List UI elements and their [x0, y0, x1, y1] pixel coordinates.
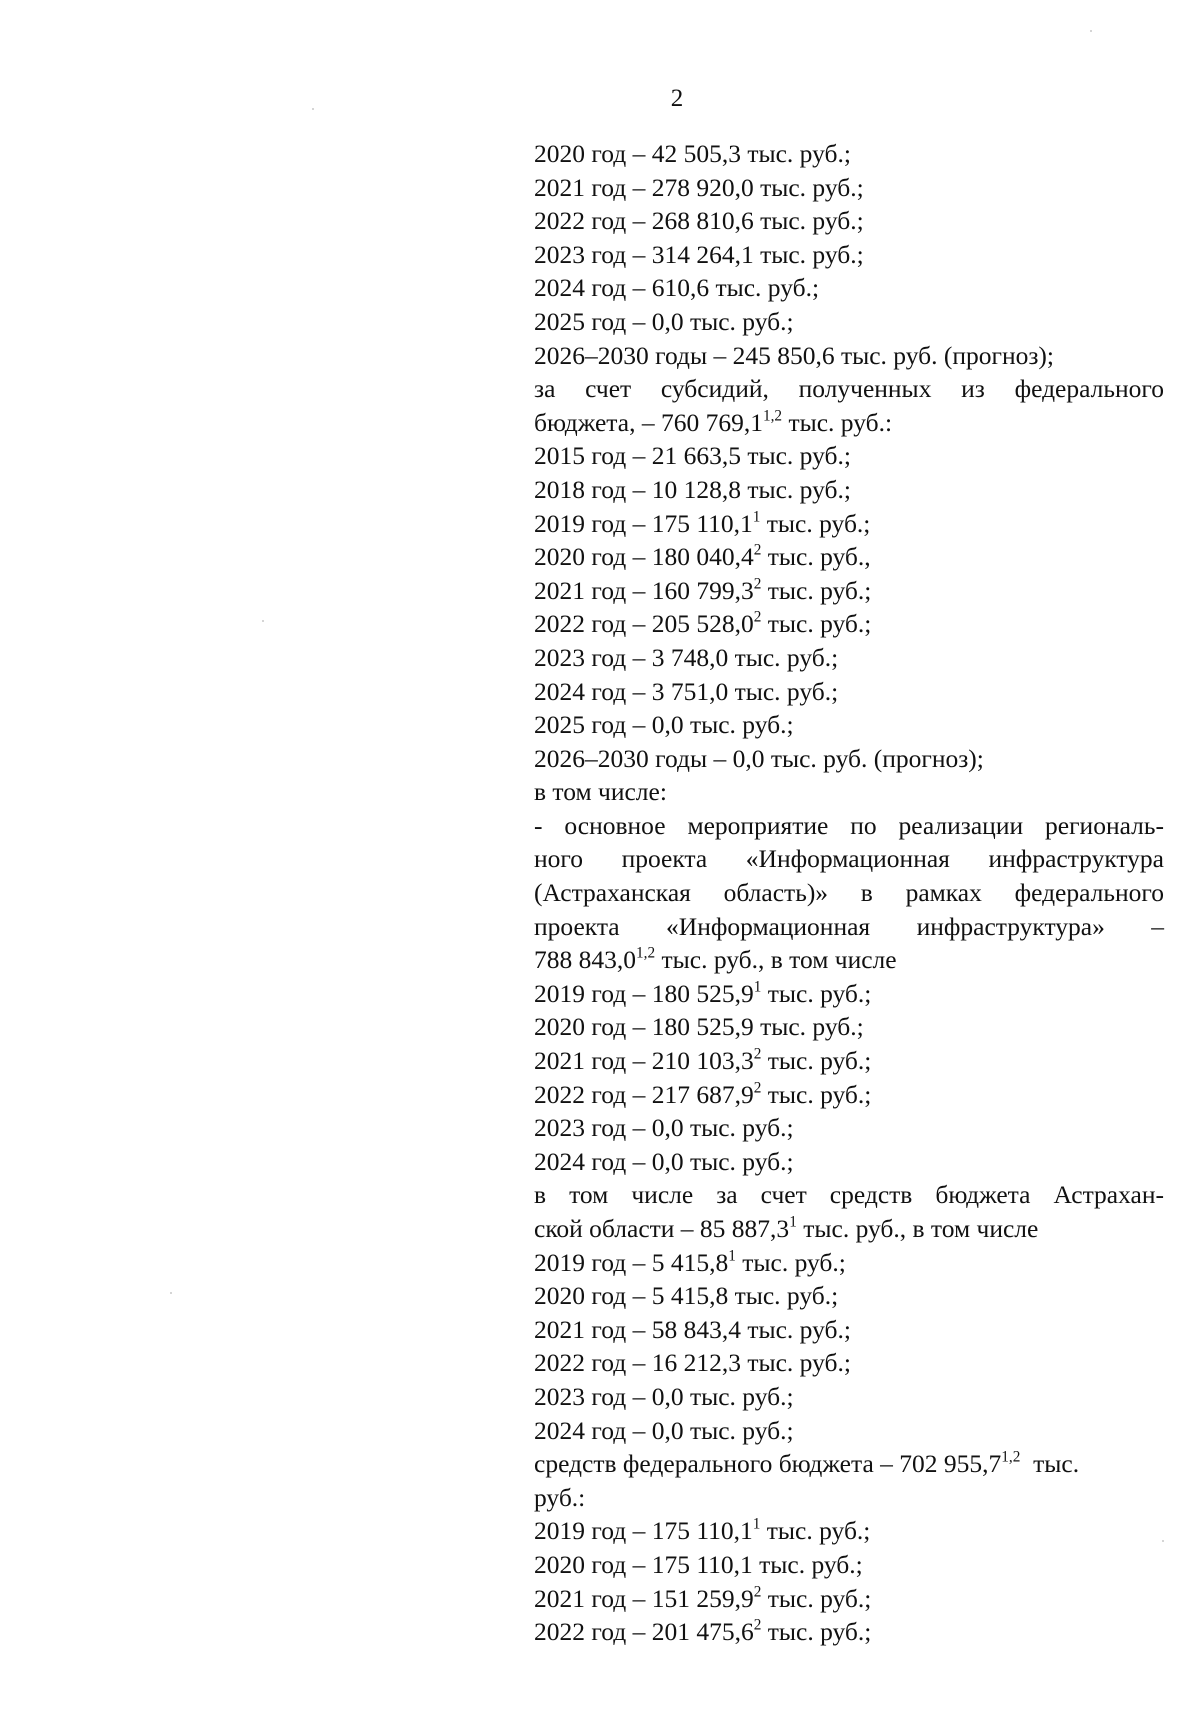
text-line	[534, 339, 1164, 373]
line-text: - основное мероприятие по реализации региональ-	[534, 810, 1164, 840]
text-line	[534, 238, 1164, 272]
text-line	[534, 1582, 1164, 1616]
footnote-marker: 2	[753, 1582, 762, 1600]
line-text: 2025 год – 0,0 тыс. руб.;	[534, 306, 794, 336]
text-line	[534, 540, 1164, 574]
line-text: 2023 год – 3 748,0 тыс. руб.;	[534, 642, 839, 672]
line-text-tail: тыс. руб.;	[761, 978, 872, 1008]
line-text: 2021 год – 278 920,0 тыс. руб.;	[534, 172, 864, 202]
footnote-marker: 2	[753, 608, 762, 626]
line-text: 2024 год – 610,6 тыс. руб.;	[534, 273, 820, 303]
line-text: руб.:	[534, 1482, 586, 1512]
text-line	[534, 977, 1164, 1011]
footnote-marker: 2	[753, 575, 762, 593]
line-text: ного проекта «Информационная инфраструктура	[534, 844, 1164, 874]
text-line	[534, 675, 1164, 709]
line-text-tail: тыс. руб.;	[735, 1247, 846, 1277]
footnote-marker: 1	[753, 978, 762, 996]
line-text: 2019 год – 175 110,1	[534, 1516, 753, 1546]
page-number: 2	[670, 85, 684, 112]
footnote-marker: 2	[753, 1078, 762, 1096]
line-text: 2022 год – 16 212,3 тыс. руб.;	[534, 1348, 851, 1378]
text-line	[534, 204, 1164, 238]
line-text: 2020 год – 180 525,9 тыс. руб.;	[534, 1012, 864, 1042]
line-text: 2020 год – 180 040,4	[534, 542, 754, 572]
line-text: 2024 год – 0,0 тыс. руб.;	[534, 1415, 794, 1445]
line-text: 2015 год – 21 663,5 тыс. руб.;	[534, 441, 851, 471]
text-line	[534, 574, 1164, 608]
line-text: ской области – 85 887,3	[534, 1214, 790, 1243]
text-line	[534, 1313, 1164, 1347]
line-text: средств федерального бюджета – 702 955,7	[534, 1449, 1002, 1479]
text-line	[534, 641, 1164, 675]
text-line	[534, 171, 1164, 205]
line-text: 2021 год – 210 103,3	[534, 1046, 754, 1076]
text-line	[534, 473, 1164, 507]
line-text: 2018 год – 10 128,8 тыс. руб.;	[534, 474, 851, 504]
scan-speck	[1090, 30, 1092, 32]
line-text-tail: тыс. руб.;	[761, 1079, 872, 1109]
line-text: в том числе:	[534, 777, 667, 807]
line-text-tail: тыс. руб.;	[761, 575, 872, 605]
line-text: 2019 год – 180 525,9	[534, 978, 754, 1008]
text-line	[534, 1615, 1164, 1649]
line-text: 2020 год – 42 505,3 тыс. руб.;	[534, 139, 851, 168]
text-line	[534, 372, 1164, 406]
line-text: 2026–2030 годы – 245 850,6 тыс. руб. (прогноз);	[534, 340, 1054, 370]
text-line	[534, 1346, 1164, 1380]
scan-speck	[170, 1292, 172, 1294]
line-text-tail: тыс. руб.;	[760, 508, 871, 538]
line-text: бюджета, – 760 769,1	[534, 407, 763, 437]
line-text: 2024 год – 0,0 тыс. руб.;	[534, 1146, 794, 1176]
scan-speck	[312, 108, 314, 110]
text-line	[534, 607, 1164, 641]
line-text: 2021 год – 58 843,4 тыс. руб.;	[534, 1314, 851, 1344]
line-text: 2022 год – 205 528,0	[534, 609, 754, 639]
scan-speck	[262, 620, 264, 622]
text-line	[534, 1279, 1164, 1313]
text-line	[534, 809, 1164, 843]
body-text	[534, 137, 1164, 1649]
line-text: 2019 год – 175 110,1	[534, 508, 753, 538]
text-line	[534, 708, 1164, 742]
text-line	[534, 1548, 1164, 1582]
text-line	[534, 1246, 1164, 1280]
footnote-marker: 1	[728, 1246, 736, 1264]
scan-speck	[1162, 1540, 1164, 1542]
line-text-tail: тыс. руб.:	[782, 407, 893, 437]
text-line	[534, 742, 1164, 776]
line-text: проекта «Информационная инфраструктура» –	[534, 911, 1164, 941]
text-line	[534, 406, 1164, 440]
text-line	[534, 1078, 1164, 1112]
text-line	[534, 1178, 1164, 1212]
footnote-marker: 2	[753, 1045, 762, 1063]
line-text-tail: тыс. руб.;	[761, 1617, 872, 1647]
text-line	[534, 1145, 1164, 1179]
line-text: 2022 год – 217 687,9	[534, 1079, 754, 1109]
text-line	[534, 943, 1164, 977]
footnote-marker: 2	[753, 541, 762, 559]
line-text: 2021 год – 160 799,3	[534, 575, 754, 605]
text-line	[534, 1212, 1164, 1246]
line-text: 2022 год – 268 810,6 тыс. руб.;	[534, 206, 864, 236]
line-text: (Астраханская область)» в рамках федерального	[534, 878, 1164, 908]
line-text-tail: тыс. руб., в том числе	[655, 945, 897, 975]
text-line	[534, 439, 1164, 473]
line-text: 2023 год – 0,0 тыс. руб.;	[534, 1113, 794, 1143]
text-line	[534, 1111, 1164, 1145]
footnote-marker: 1	[752, 1515, 761, 1533]
line-text: 2019 год – 5 415,8	[534, 1247, 729, 1277]
line-text: 2020 год – 5 415,8 тыс. руб.;	[534, 1281, 839, 1311]
line-text: 2023 год – 314 264,1 тыс. руб.;	[534, 239, 864, 269]
line-text: 788 843,0	[534, 945, 636, 975]
footnote-marker: 2	[753, 1616, 762, 1634]
line-text: за счет субсидий, полученных из федерального	[534, 374, 1164, 404]
text-line	[534, 137, 1164, 171]
footnote-marker: 1,2	[762, 407, 783, 425]
footnote-marker: 1	[752, 507, 761, 525]
line-text-tail: тыс. руб.;	[761, 1046, 872, 1076]
text-line	[534, 876, 1164, 910]
text-line	[534, 1010, 1164, 1044]
line-text: 2020 год – 175 110,1 тыс. руб.;	[534, 1549, 863, 1579]
text-line	[534, 775, 1164, 809]
line-text: 2026–2030 годы – 0,0 тыс. руб. (прогноз);	[534, 743, 984, 773]
line-text-tail: тыс. руб.,	[761, 542, 871, 572]
line-text: 2024 год – 3 751,0 тыс. руб.;	[534, 676, 839, 706]
footnote-marker: 1,2	[1001, 1448, 1021, 1466]
line-text-tail: тыс. руб.;	[760, 1516, 871, 1546]
text-line	[534, 1514, 1164, 1548]
text-line	[534, 271, 1164, 305]
line-text: 2025 год – 0,0 тыс. руб.;	[534, 710, 794, 740]
footnote-marker: 1,2	[636, 944, 656, 962]
line-text: 2021 год – 151 259,9	[534, 1583, 754, 1613]
text-line	[534, 1481, 1164, 1515]
text-line	[534, 1447, 1164, 1481]
text-line	[534, 1380, 1164, 1414]
text-line	[534, 1414, 1164, 1448]
line-text-tail: тыс. руб., в том числе	[796, 1214, 1039, 1243]
text-line	[534, 1044, 1164, 1078]
footnote-marker: 1	[789, 1213, 797, 1231]
text-line	[534, 842, 1164, 876]
line-text: 2023 год – 0,0 тыс. руб.;	[534, 1381, 794, 1411]
text-line	[534, 910, 1164, 944]
text-line	[534, 507, 1164, 541]
line-text: 2022 год – 201 475,6	[534, 1617, 754, 1647]
line-text-tail: тыс. руб.;	[761, 1583, 872, 1613]
line-text: в том числе за счет средств бюджета Астрахан-	[534, 1180, 1164, 1210]
line-text-tail: тыс.	[1020, 1449, 1080, 1479]
text-line	[534, 305, 1164, 339]
line-text-tail: тыс. руб.;	[761, 609, 872, 639]
